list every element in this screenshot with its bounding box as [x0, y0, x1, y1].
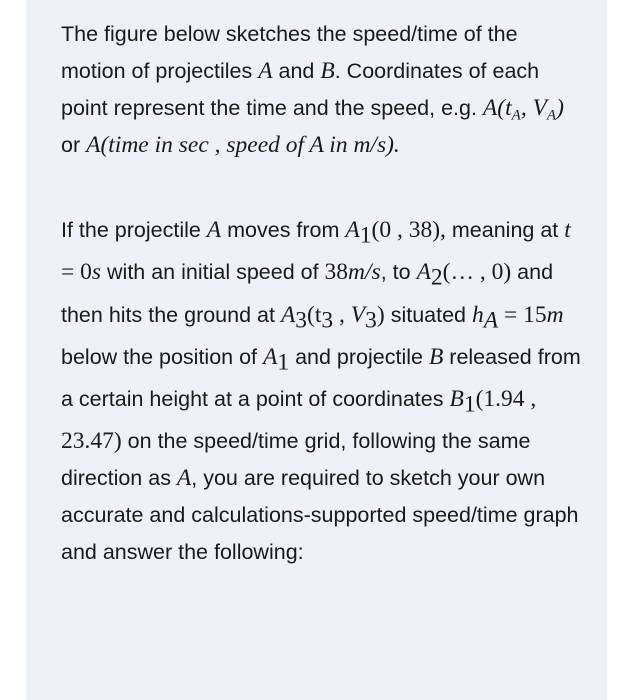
math-run: , V — [333, 301, 366, 328]
math-38: 38 — [324, 259, 349, 286]
problem-conditions-paragraph — [61, 212, 581, 571]
text-run: released from a certain height at a point of coordinates — [61, 344, 581, 412]
text-run: on the speed/time grid, following the same direction as — [61, 429, 531, 491]
math-subscript: 3 — [295, 306, 308, 333]
math-units-description: A(time in sec , speed of A in m/s). — [86, 132, 400, 158]
math-h-equals: = 15 — [498, 301, 547, 328]
math-B: B — [428, 343, 444, 370]
math-run: ) — [556, 95, 564, 121]
math-run: , V — [520, 95, 547, 121]
math-subscript: A — [511, 107, 521, 124]
math-subscript: 1 — [359, 222, 372, 249]
text-run: The figure below sketches the speed/time of the motion of projectiles — [61, 22, 518, 83]
math-point-B1: B — [449, 386, 464, 413]
math-A2-value: (… , 0) — [442, 259, 512, 286]
text-run: or — [61, 133, 87, 157]
text-run: situated — [384, 302, 472, 327]
math-A: A — [258, 58, 273, 84]
math-paren: ) — [376, 301, 385, 328]
text-run: and then hits the ground at — [61, 260, 554, 327]
text-run: below the position of — [61, 344, 263, 369]
math-t: t — [564, 217, 571, 243]
math-B1-value: (1.94 , 23.47) — [61, 386, 537, 455]
math-unit-m: m — [546, 301, 564, 328]
math-equals-zero: = 0 — [61, 259, 92, 286]
math-point-A3: A — [280, 301, 296, 328]
math-coordinate-example — [482, 95, 564, 124]
math-run: A(t — [482, 95, 512, 121]
math-A1-value: (0 , 38), — [371, 217, 446, 243]
problem-intro-paragraph — [61, 16, 581, 164]
text-run: , you are required to sketch your own accurate and calculations-supported speed/time graph and answer the following: — [61, 466, 579, 565]
math-point-A1: A — [263, 343, 278, 370]
math-subscript: A — [483, 306, 499, 333]
text-run: moves from — [221, 218, 346, 242]
math-A: A — [206, 217, 222, 243]
math-unit-ms: m/s — [348, 259, 381, 286]
math-subscript: A — [546, 107, 557, 124]
math-paren: (t — [307, 301, 322, 328]
math-subscript: 3 — [365, 306, 377, 333]
math-subscript: 1 — [277, 349, 290, 376]
text-run: and — [272, 59, 321, 83]
text-run: , to — [380, 260, 417, 285]
text-run: If the projectile — [61, 218, 207, 242]
math-unit-s: s — [91, 259, 102, 286]
text-run: and projectile — [289, 344, 429, 369]
text-run: . Coordinates of each point represent the time and the speed, e.g. — [61, 59, 540, 120]
math-B: B — [320, 58, 335, 84]
text-run: meaning at — [445, 218, 565, 242]
text-run: with an initial speed of — [101, 260, 325, 285]
math-A: A — [176, 465, 192, 492]
math-subscript: 1 — [463, 391, 476, 418]
math-point-A1: A — [345, 217, 360, 243]
math-subscript: 2 — [430, 264, 443, 291]
math-subscript: 3 — [321, 306, 334, 333]
math-h: h — [471, 301, 484, 328]
math-point-A2: A — [416, 259, 431, 286]
